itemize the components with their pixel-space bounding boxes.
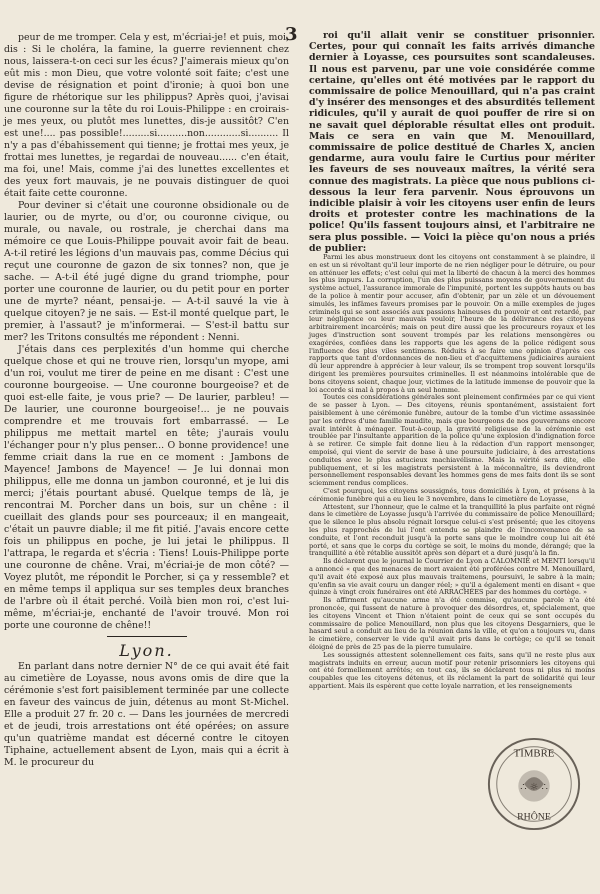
paragraph: Pour deviner si c'était une couronne obsidionale ou de laurier, ou de myrte, ou d'or, ou couronne civique, ou murale, ou navale, ou rostrale, je cherchai dans ma mémoire ce que Louis-Philippe pouvait avoir fait de beau. A-t-il retiré les légions d'un mauvais pas, comme Décius qui reçut une couronne de gazon de six tonnes? non, que je sache. — A-t-il été jugé digne du grand triomphe, pour porter une couronne de laurier, ou du petit pour en porter une de myrte? néant, pensai-je. — A-t-il sauvé la vie à quelque citoyen? je ne sais. — Est-il monté quelque part, le premier, à l'assaut? je m'informerai. — S'est-il battu sur mer? les Tritons consultés me répondent : Nenni.: [4, 200, 289, 343]
section-title: Lyon.: [119, 641, 174, 660]
timbre-stamp: [485, 735, 583, 833]
stamp-top-text: TIMBRE: [513, 747, 555, 760]
paragraph: Les soussignés attestent solennellement ces faits, sans qu'il ne reste plus aux magistrats induits en erreur, aucun motif pour retenir prisonniers les citoyens qui ont été formellement arrêtés; en tout cas, ils se déclarent tous ni plus ni moins coupables que les citoyens détenus, et ils réclament la part de solidarité qui leur appartient. Mais ils espèrent que cette loyale narration, et les renseignements: [309, 650, 595, 690]
lead-paragraph: roi qu'il allait venir se constituer prisonnier. Certes, pour qui connaît les faits arrivés dimanche dernier à Loyasse, ces poursuites sont scandaleuses. Il nous est parvenu, par une voie considérée comme certaine, qu'elles ont été motivées par le rapport du commissaire de police Menouillard, qui n'a pas craint d'y insérer des mensonges et des absurdités tellement ridicules, qu'il y aurait de quoi pouffer de rire si on ne savait quel déplorable résultat elles ont produit. Mais ce sera en vain que M. Menouillard, commissaire de police destitué de Charles X, ancien gendarme, aura voulu faire le Curtius pour mériter les faveurs de ses nouveaux maîtres, la vérité sera connue des magistrats. La pièce que nous publions ci-dessous la leur fera parvenir. Nous éprouvons un indicible plaisir à voir les citoyens user enfin de leurs droits et protester contre les machinations de la police! Qu'ils fassent toujours ainsi, et l'arbitraire ne sera plus possible. — Voici la pièce qu'on nous a priés de publier:: [309, 30, 595, 254]
paragraph: En parlant dans notre dernier N° de ce qui avait été fait au cimetière de Loyasse, nous avons omis de dire que la cérémonie s'est fort paisiblement terminée par une collecte en faveur des vaincus de juin, détenus au mont St-Michel. Elle a produit 27 fr. 20 c. — Dans les journées de mercredi et de jeudi, trois arrestations ont été opérées; on assure qu'un quatrième mandat est décerné contre le citoyen Tiphaine, actuellement absent de Lyon, mais qui a écrit à M. le procureur du: [4, 661, 289, 768]
stamp-center-glyph: ∴ ☼ ∴: [520, 781, 548, 793]
paragraph: Toutes ces considérations générales sont pleinement confirmées par ce qui vient de se passer à Lyon. — Des citoyens, réunis spontanément, assistaient fort paisiblement à une cérémonie funèbre, autour de la tombe d'un victime assassinée par les ordres d'une famille maudite, mais que bourgeons de nos gouvernans encore avait intérêt à ménager. Tout-à-coup, la gravité religieuse de la cérémonie est troublée par l'insultante apparition de la police qu'une explosion d'indignation force à se retirer. Ce simple fait donne lieu à la rédaction d'un rapport mensonger, empoisé, qui vient de servir de base à une poursuite judiciaire, à des arrestations conduites avec le plus astucieux machiavélisme. Mais la vérité sera dite, elle publiquement, et si les magistrats persistent à la méconnaître, ils deviendront personnellement responsables devant les hommes gens de mes faits dont ils se sont sciemment rendus complices.: [309, 393, 595, 488]
paragraph: C'est pourquoi, les citoyens soussignés, tous domiciliés à Lyon, et présens à la cérémonie funèbre qui a eu lieu le 3 novembre, dans le cimetière de Loyasse,: [309, 486, 595, 503]
left-column: [4, 32, 289, 769]
stamp-bottom-text: RHÔNE: [517, 811, 551, 823]
paragraph: Parmi les abus monstrueux dont les citoyens ont constamment à se plaindre, il en est un si révoltant qu'il leur importe de ne rien négliger pour le détruire, ou pour en atténuer les effets; c'est celui qui met la liberté de chacun à la merci des hommes les plus impurs. La corruption, l'un des plus puissans moyens de gouvernement du système actuel, l'assurance immorale de l'impunité, portent les suppôts hauts ou bas de la police à mentir pour accuser, afin d'obtenir, par un zèle et un dévouement simulés, les infâmes faveurs promises par le pouvoir. On a mille exemples de juges criminels qui se sont associés aux passions haineuses du pouvoir et ont retardé, par leur négligence ou leur mauvais vouloir, l'heure de la délivrance des citoyens arbitrairement incarcérés; mais on peut dire aussi que les procureurs royaux et les juges d'instruction sont souvent trompés par les relations mensongères ou exagérées, confiées dans les rapports que les agens de la police rédigent sous l'influence des plus viles sentimens. Réduits à se faire une opinion d'après ces rapports que tant d'ordonnances de non-lieu et d'acquittemens judiciaires auraient dû leur apprendre à apprécier à leur valeur, ils se trompent trop souvent lorsqu'ils dirigent les premières poursuites criminelles. Il est néanmoins intolérable que de bons citoyens soient, chaque jour, victimes de la latitude immense de pouvoir que la loi accorde si mal à propos à un seul homme.: [309, 253, 595, 394]
paragraph: J'étais dans ces perplexités d'un homme qui cherche quelque chose et qui ne trouve rien, lorsqu'un myope, ami d'un roi, voulut me tirer de peine en me disant : C'est une couronne bourgeoise. — Une couronne bourgeoise? et de quoi est-elle faite, je vous prie? — De laurier, parbleu! — De laurier, une couronne bourgeoise!... je ne pouvais comprendre et me trouvais fort embarrassé. — Le philippus me mettait martel en tête; j'aurais voulu l'échanger pour n'y plus penser... O bonne providence! une femme criait dans la rue en ce moment : Jambons de Mayence! Jambons de Mayence! — Je lui donnai mon philippus, elle me donna un jambon couronné, et je lui dis merci; j'étais pourtant abusé. Quelque temps de là, je rencontrai M. Porcher dans un bois, sur un chêne : il cueillait des glands pour ses pourceaux; il en mangeait, c'était un pauvre diable; il me fit pitié. J'avais encore cette fois un philippus en poche, je lui jetai le philippus. Il l'attrapa, le regarda et s'écria : Tiens! Louis-Philippe porte une couronne de chêne. Vrai, m'écriai-je de mon côté? — Voyez plutôt, me répondit le Porcher, si ça y ressemble? et en même temps il appliqua sur ses temples deux branches de l'arbre où il était perché. Voilà bien mon roi, c'est lui-même, m'écriai-je, enchanté de l'avoir trouvé. Mon roi porte une couronne de chêne!!: [4, 344, 289, 631]
paragraph: Ils déclarent que le journal le Courrier de Lyon a CALOMNIÉ et MENTI lorsqu'il a annoncé « que des menaces de mort avaient été proférées contre M. Menouillard, qu'il avait été exposé aux plus mauvais traitemens, poursuivi, le sabre à la main; qu'enfin sa vie avait couru un danger réel; » qu'il a également menti en disant « que quinze à vingt croix funéraires ont été ARRACHÉES par des hommes du cortège. »: [309, 557, 595, 597]
paragraph: Attestent, sur l'honneur, que le calme et la tranquillité la plus parfaite ont régné dans le cimetière de Loyasse jusqu'à l'arrivée du commissaire de police Menouillard; que le silence le plus absolu régnait lorsque celui-ci s'est présenté; que les citoyens les plus rapprochés de lui l'ont entendu se plaindre de l'inconvenance de sa conduite, et l'ont reconduit jusqu'à la porte sans que le moindre coup lui ait été porté, et sans que le corps du cortège se soit, le moins du monde, dérangé; que la tranquillité a été rétablie aussitôt après son départ et a duré jusqu'à la fin.: [309, 502, 595, 558]
section-divider: [107, 636, 187, 637]
paragraph: Ils affirment qu'aucune arme n'a été commise, qu'aucune parole n'a été prononcée, qui fussent de nature à provoquer des désordres, et, spécialement, que les citoyens Vincent et Thion n'étaient point de ceux qui se sont occupés du commissaire de police Menouillard, non plus que les citoyens Desgarniers, que le hasard seul a conduit au lieu de la réunion dans la ville, et qu'on a toujours vu, dans le cimetière, conserver le vide qu'il avait pris dans le cortège; ce qu'il se tenait éloigné de près de 25 pas de la pierre tumulaire.: [309, 596, 595, 651]
right-column: [309, 30, 595, 691]
page-number: 3: [285, 24, 299, 45]
paragraph: peur de me tromper. Cela y est, m'écriai-je! et puis, moi, dis : Si le choléra, la famine, la guerre reviennent chez nous, laissera-t-on ceci sur les écus? J'aimerais mieux qu'on eût mis : mon Dieu, que votre volonté soit faite; c'est une devise de résignation et point d'ironie; à quoi bon une figure de rhétorique sur les philippus? Après quoi, j'avisai une couronne sur la tête du roi Louis-Philippe : en croirais-je mes yeux, ou plutôt mes lunettes, dis-je aussitôt? C'en est une!.... pas possible!.........si..........non............si.......... Il n'y a pas d'ébahissement qui tienne; je frottai mes yeux, je frottai mes lunettes, je regardai de nouveau...... c'en était, ma foi, une! Mais, comme j'ai des lunettes excellentes et des yeux fort mauvais, je ne pouvais distinguer de quoi était faite cette couronne.: [4, 32, 289, 199]
